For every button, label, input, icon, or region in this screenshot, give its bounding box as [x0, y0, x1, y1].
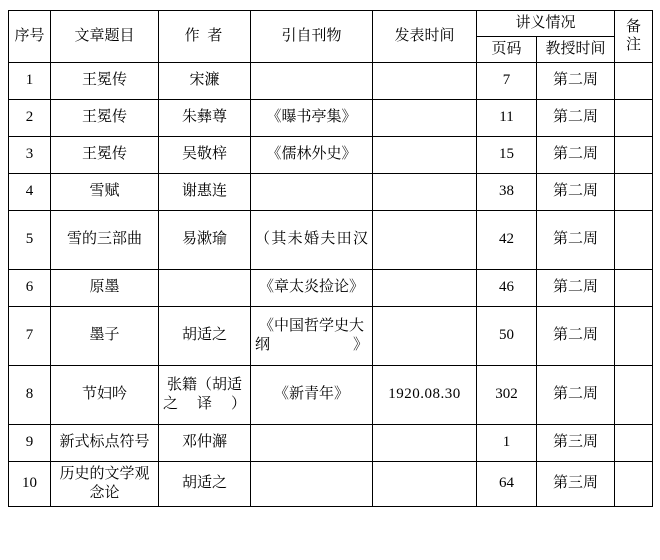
- cell-page: 64: [477, 461, 537, 506]
- cell-date: [373, 173, 477, 210]
- header-seq: 序号: [9, 11, 51, 63]
- cell-teach-time: 第二周: [537, 136, 615, 173]
- cell-date: [373, 136, 477, 173]
- cell-title: 王冕传: [51, 99, 159, 136]
- cell-teach-time: 第二周: [537, 306, 615, 365]
- cell-title: 墨子: [51, 306, 159, 365]
- table-row: [9, 269, 653, 306]
- cell-source: [251, 461, 373, 506]
- cell-remark: [615, 99, 653, 136]
- cell-seq: 1: [9, 62, 51, 99]
- cell-seq: 7: [9, 306, 51, 365]
- header-source: 引自刊物: [251, 11, 373, 63]
- cell-remark: [615, 365, 653, 424]
- cell-teach-time: 第二周: [537, 173, 615, 210]
- cell-title: 新式标点符号: [51, 424, 159, 461]
- table-row: [9, 62, 653, 99]
- cell-source: 《章太炎捡论》: [251, 269, 373, 306]
- cell-author: 胡适之: [159, 306, 251, 365]
- header-date: 发表时间: [373, 11, 477, 63]
- cell-date: 1920.08.30: [373, 365, 477, 424]
- cell-author: 谢惠连: [159, 173, 251, 210]
- cell-page: 1: [477, 424, 537, 461]
- cell-title: 历史的文学观念论: [51, 461, 159, 506]
- cell-author: 邓仲澥: [159, 424, 251, 461]
- cell-source: 《曝书亭集》: [251, 99, 373, 136]
- cell-teach-time: 第二周: [537, 99, 615, 136]
- cell-teach-time: 第二周: [537, 62, 615, 99]
- cell-title: 王冕传: [51, 136, 159, 173]
- table-row: [9, 461, 653, 506]
- cell-source: [251, 62, 373, 99]
- cell-title: 原墨: [51, 269, 159, 306]
- cell-author: 胡适之: [159, 461, 251, 506]
- table-row: [9, 210, 653, 269]
- cell-page: 50: [477, 306, 537, 365]
- cell-teach-time: 第三周: [537, 461, 615, 506]
- header-row-top: [9, 11, 653, 37]
- cell-page: 302: [477, 365, 537, 424]
- cell-date: [373, 269, 477, 306]
- cell-teach-time: 第二周: [537, 365, 615, 424]
- cell-remark: [615, 306, 653, 365]
- cell-remark: [615, 173, 653, 210]
- cell-source: 《新青年》: [251, 365, 373, 424]
- cell-remark: [615, 461, 653, 506]
- cell-seq: 3: [9, 136, 51, 173]
- table-row: [9, 99, 653, 136]
- cell-page: 11: [477, 99, 537, 136]
- cell-author: 易漱瑜: [159, 210, 251, 269]
- cell-page: 46: [477, 269, 537, 306]
- cell-teach-time: 第二周: [537, 210, 615, 269]
- cell-page: 42: [477, 210, 537, 269]
- cell-author: 张籍（胡适之译）: [159, 365, 251, 424]
- cell-author: 宋濂: [159, 62, 251, 99]
- cell-date: [373, 62, 477, 99]
- cell-page: 38: [477, 173, 537, 210]
- cell-date: [373, 461, 477, 506]
- cell-title: 雪的三部曲: [51, 210, 159, 269]
- cell-source: [251, 424, 373, 461]
- cell-seq: 10: [9, 461, 51, 506]
- cell-date: [373, 99, 477, 136]
- table-row: [9, 306, 653, 365]
- cell-source: 《中国哲学史大纲》: [251, 306, 373, 365]
- cell-source: 《儒林外史》: [251, 136, 373, 173]
- cell-remark: [615, 210, 653, 269]
- cell-author: 朱彝尊: [159, 99, 251, 136]
- cell-seq: 5: [9, 210, 51, 269]
- article-list-table: [8, 10, 653, 507]
- cell-author: [159, 269, 251, 306]
- table-row: [9, 173, 653, 210]
- cell-teach-time: 第三周: [537, 424, 615, 461]
- cell-page: 7: [477, 62, 537, 99]
- header-title: 文章题目: [51, 11, 159, 63]
- cell-remark: [615, 62, 653, 99]
- header-lecture-group: 讲义情况: [477, 11, 615, 37]
- table-row: [9, 424, 653, 461]
- cell-title: 雪赋: [51, 173, 159, 210]
- header-page: 页码: [477, 36, 537, 62]
- cell-date: [373, 424, 477, 461]
- table-body: [9, 62, 653, 506]
- table-row: [9, 365, 653, 424]
- cell-source: （其未婚夫田汉: [251, 210, 373, 269]
- table-row: [9, 136, 653, 173]
- table-header: [9, 11, 653, 63]
- cell-remark: [615, 424, 653, 461]
- header-author: 作 者: [159, 11, 251, 63]
- cell-seq: 2: [9, 99, 51, 136]
- cell-remark: [615, 269, 653, 306]
- cell-seq: 6: [9, 269, 51, 306]
- cell-seq: 9: [9, 424, 51, 461]
- cell-author: 吴敬梓: [159, 136, 251, 173]
- cell-seq: 4: [9, 173, 51, 210]
- cell-teach-time: 第二周: [537, 269, 615, 306]
- cell-date: [373, 306, 477, 365]
- cell-page: 15: [477, 136, 537, 173]
- cell-title: 王冕传: [51, 62, 159, 99]
- header-remark: 备注: [615, 11, 653, 63]
- cell-source: [251, 173, 373, 210]
- cell-remark: [615, 136, 653, 173]
- header-teach-time: 教授时间: [537, 36, 615, 62]
- cell-date: [373, 210, 477, 269]
- cell-seq: 8: [9, 365, 51, 424]
- cell-title: 节妇吟: [51, 365, 159, 424]
